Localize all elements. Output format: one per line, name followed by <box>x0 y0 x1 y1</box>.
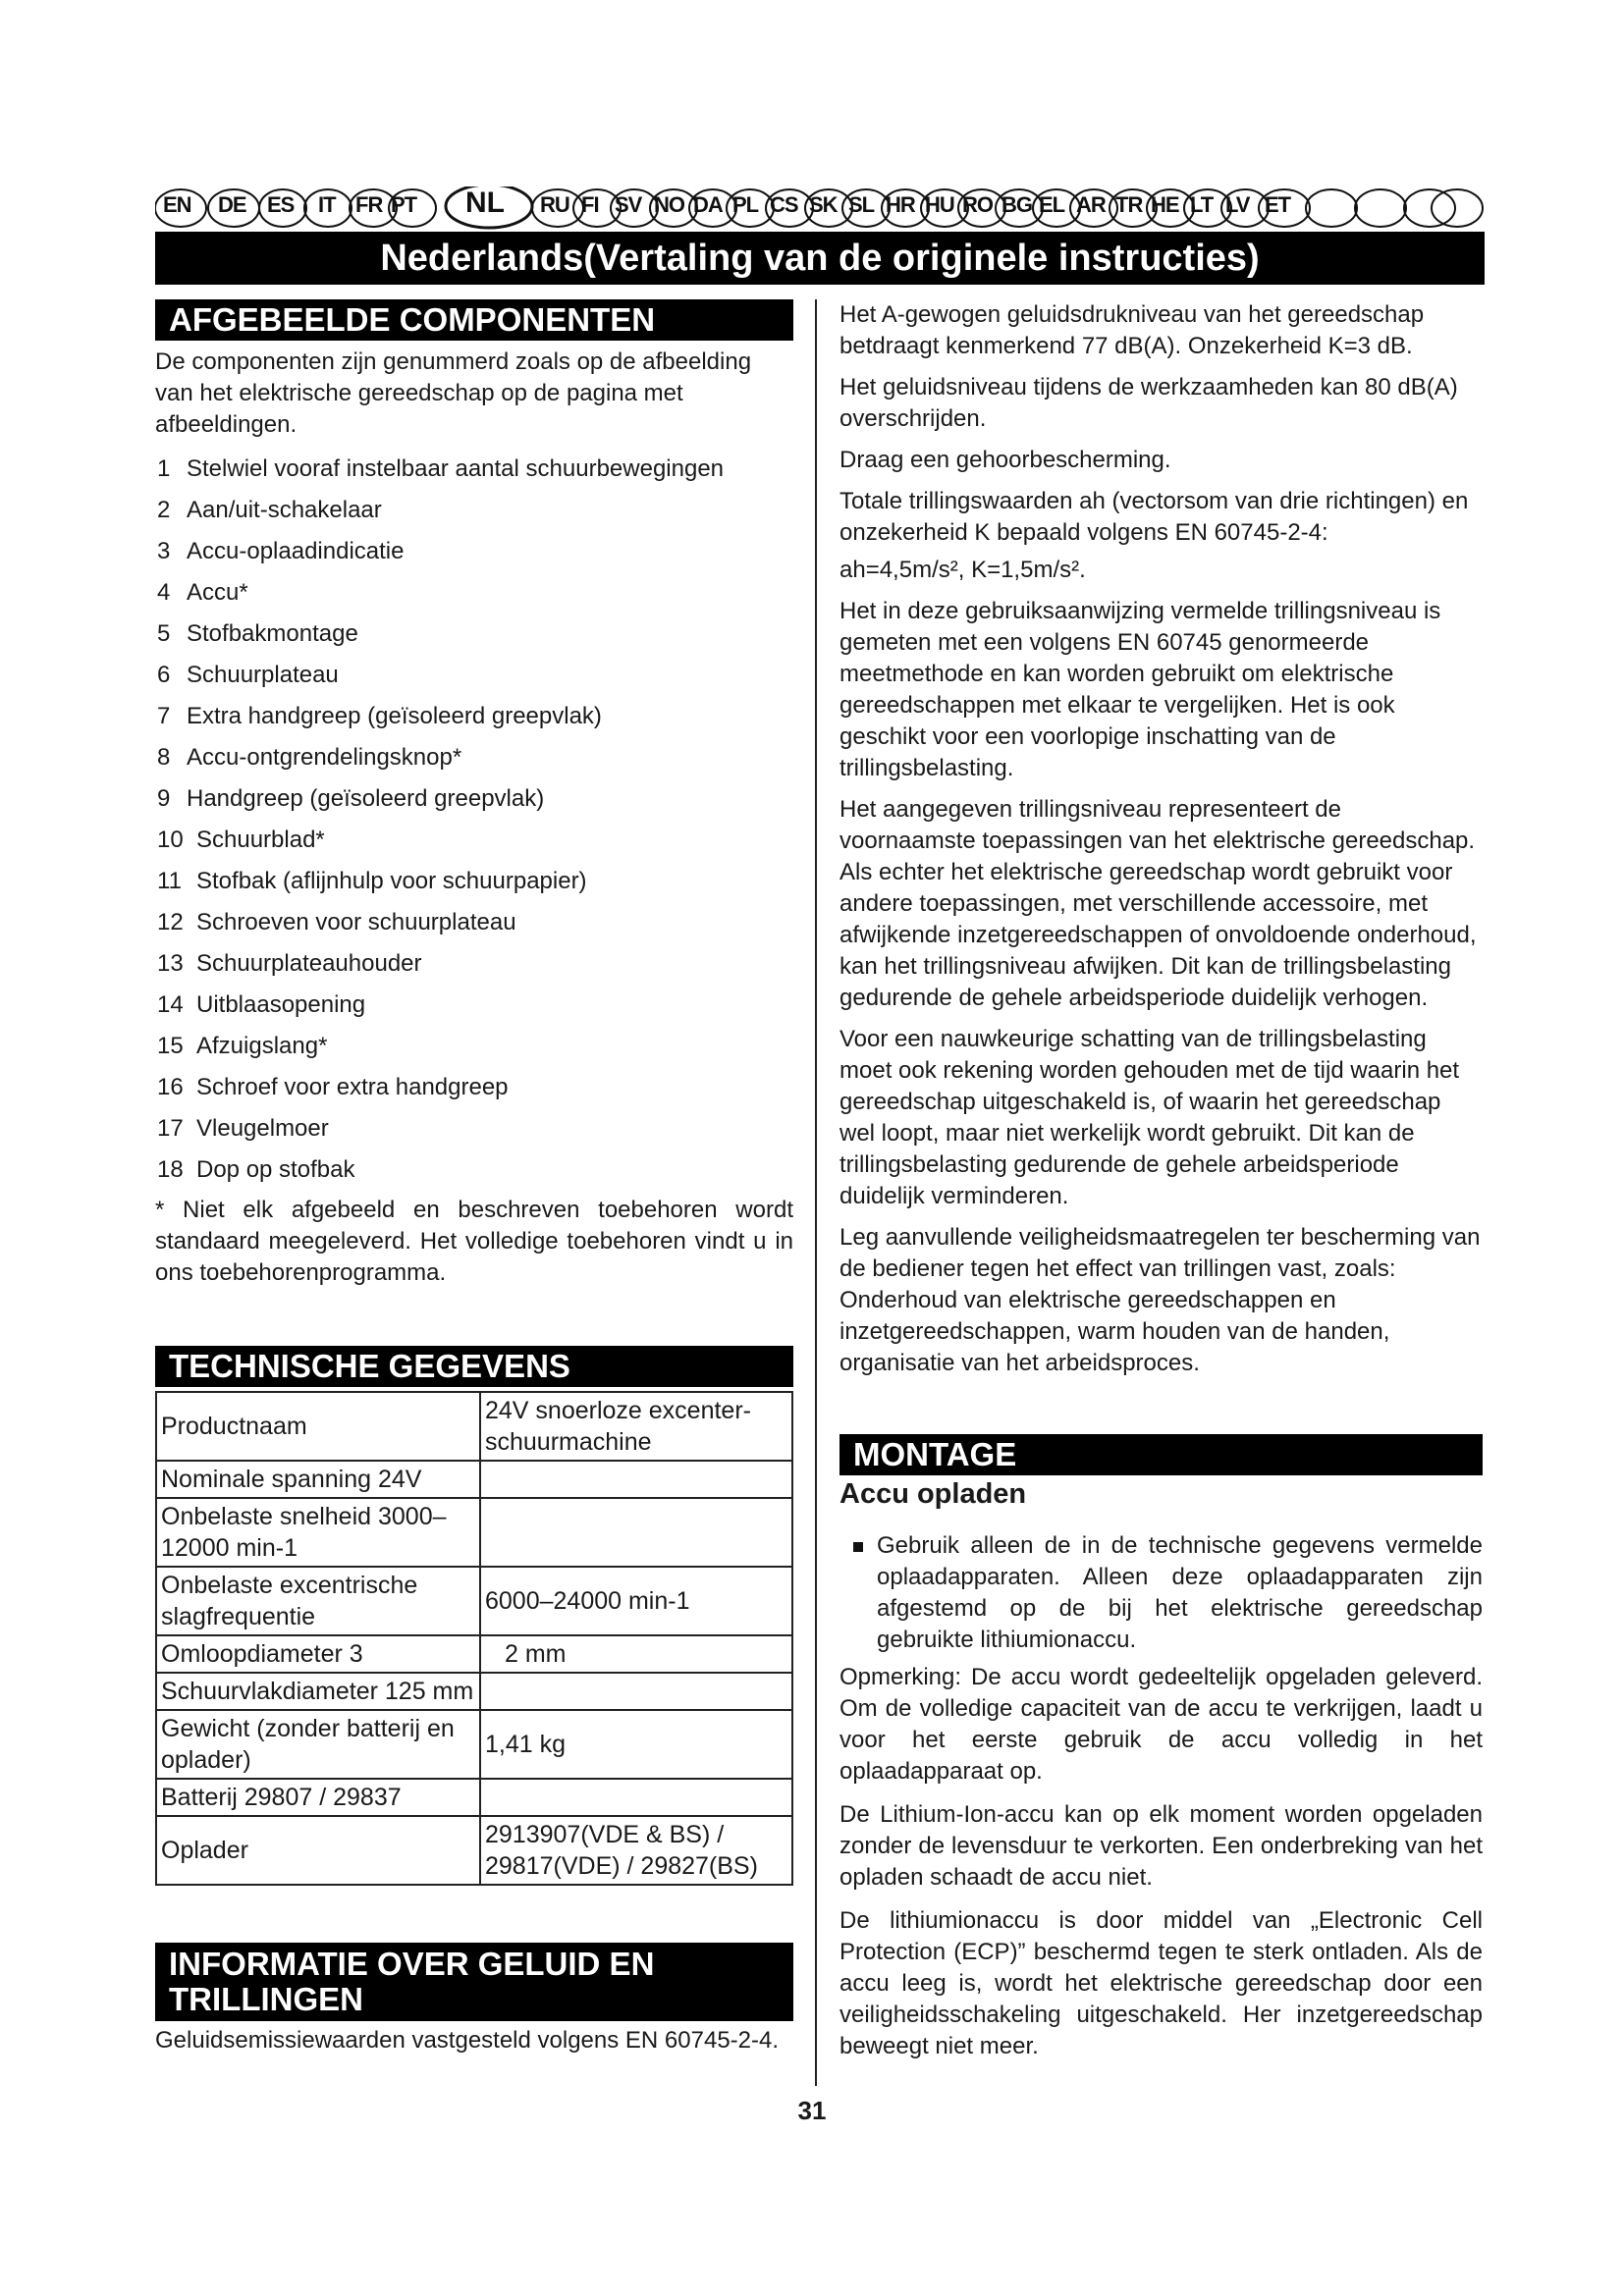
left-column <box>155 299 793 2056</box>
table-cell <box>480 1461 792 1498</box>
lang-tab-sl[interactable]: SL <box>848 192 875 217</box>
table-cell: Gewicht (zonder batterij en oplader) <box>156 1710 480 1779</box>
noise-intro: Geluidsemissiewaarden vastgesteld volgens EN 60745-2-4. <box>155 2027 780 2054</box>
lang-tab-tr[interactable]: TR <box>1115 192 1143 217</box>
table-cell <box>480 1673 792 1710</box>
lang-tab-de[interactable]: DE <box>218 192 246 217</box>
list-item: 13 Schuurplateauhouder <box>157 950 422 977</box>
noise-paragraph: Het in deze gebruiksaanwijzing vermelde trillingsniveau is gemeten met een volgens EN 60745 genormeerde meetmethode en kan worden gebruikt om elektrische gereedschappen met elkaar te vergelijken. Het is ook geschikt voor een voorlopige inschatting van de trillingsbelasting. <box>839 598 1441 781</box>
table-row <box>156 1635 792 1673</box>
list-item: 10 Schuurblad* <box>157 827 325 853</box>
table-cell: 2913907(VDE & BS) / 29817(VDE) / 29827(BS) <box>480 1816 792 1885</box>
list-item: 17 Vleugelmoer <box>157 1115 329 1142</box>
bullet-square-icon <box>853 1542 863 1552</box>
list-item: 7 Extra handgreep (geïsoleerd greepvlak) <box>157 703 602 729</box>
lang-tab-no[interactable]: NO <box>654 192 684 217</box>
technical-heading: TECHNISCHE GEGEVENS <box>155 1346 793 1387</box>
montage-subheading: Accu opladen <box>839 1478 1027 1510</box>
lang-tab-sk[interactable]: SK <box>809 192 838 217</box>
table-cell: Productnaam <box>156 1392 480 1461</box>
lang-tab-lt[interactable]: LT <box>1190 192 1214 217</box>
right-column <box>839 299 1483 2062</box>
lang-tab-pt[interactable]: PT <box>391 192 417 217</box>
noise-paragraph: Voor een nauwkeurige schatting van de trillingsbelasting moet ook rekening worden gehouden met de tijd waarin het gereedschap uitgeschakeld is, of waarin het gereedschap wel loopt, maar niet werkelijk wordt gebruikt. Dit kan de trillingsbelasting gedurende de gehele arbeidsperiode duidelijk verminderen. <box>839 1026 1460 1209</box>
lang-tab-hu[interactable]: HU <box>925 192 954 217</box>
lang-tab-sv[interactable]: SV <box>615 192 642 217</box>
lang-tab-ro[interactable]: RO <box>962 192 993 217</box>
lang-tab-cs[interactable]: CS <box>770 192 798 217</box>
table-cell <box>480 1498 792 1567</box>
lang-tab-pl[interactable]: PL <box>732 192 759 217</box>
page-title-banner: Nederlands(Vertaling van de originele instructies) <box>155 232 1485 285</box>
noise-paragraph: Het aangegeven trillingsniveau representeert de voornaamste toepassingen van het elektrische gereedschap. Als echter het elektrische gereedschap wordt gebruikt voor andere toepassingen, met verschillende accessoire, met afwijkende inzetgereedschappen of onvoldoende onderhoud, kan het trillingsniveau afwijken. Dit kan de trillingsbelasting gedurende de gehele arbeidsperiode duidelijk verhogen. <box>839 796 1477 1011</box>
column-divider <box>815 299 817 2086</box>
noise-paragraph: Het geluidsniveau tijdens de werkzaamheden kan 80 dB(A) overschrijden. <box>839 374 1458 432</box>
lang-tab-es[interactable]: ES <box>267 192 295 217</box>
table-cell: Onbelaste excentrische slagfrequentie <box>156 1567 480 1635</box>
vibration-values: ah=4,5m/s², K=1,5m/s². <box>839 557 1086 583</box>
table-row <box>156 1392 792 1461</box>
noise-paragraph: Totale trillingswaarden ah (vectorsom van drie richtingen) en onzekerheid K bepaald volgens EN 60745-2-4: <box>839 488 1469 546</box>
montage-bullet-text: Gebruik alleen de in de technische gegevens vermelde oplaadapparaten. Alleen deze oplaadapparaten zijn afgestemd op de bij het elektrische gereedschap gebruikte lithiumionaccu. <box>877 1532 1483 1653</box>
table-cell: Batterij 29807 / 29837 <box>156 1779 480 1816</box>
list-item: 9 Handgreep (geïsoleerd greepvlak) <box>157 785 545 812</box>
lang-tab-fi[interactable]: FI <box>581 192 599 217</box>
noise-paragraph: Het A-gewogen geluidsdrukniveau van het gereedschap betdraagt kenmerkend 77 dB(A). Onzekerheid K=3 dB. <box>839 301 1425 359</box>
lang-tab-bg[interactable]: BG <box>1001 192 1032 217</box>
list-item: 15 Afzuigslang* <box>157 1033 328 1059</box>
lang-tab-he[interactable]: HE <box>1151 192 1179 217</box>
table-row <box>156 1710 792 1779</box>
list-item: 12 Schroeven voor schuurplateau <box>157 909 516 935</box>
components-list <box>155 449 793 1191</box>
table-cell: 1,41 kg <box>480 1710 792 1779</box>
list-item: 8 Accu-ontgrendelingsknop* <box>157 744 462 771</box>
table-cell <box>480 1779 792 1816</box>
table-row <box>156 1498 792 1567</box>
table-row <box>156 1461 792 1498</box>
list-item <box>839 1530 1483 1656</box>
noise-paragraph: Draag een gehoorbescherming. <box>839 447 1171 473</box>
montage-paragraph: Opmerking: De accu wordt gedeeltelijk opgeladen geleverd. Om de volledige capaciteit van de accu te verkrijgen, laadt u voor het eerste gebruik de accu volledig in het oplaadapparaat op. <box>839 1664 1483 1785</box>
list-item: 2 Aan/uit-schakelaar <box>157 497 382 523</box>
list-item: 1 Stelwiel vooraf instelbaar aantal schuurbewegingen <box>157 455 725 482</box>
list-item: 4 Accu* <box>157 579 248 606</box>
lang-tab-hr[interactable]: HR <box>886 192 915 217</box>
table-cell: Schuurvlakdiameter 125 mm <box>156 1673 480 1710</box>
table-cell: Nominale spanning 24V <box>156 1461 480 1498</box>
table-row <box>156 1816 792 1885</box>
table-cell: Onbelaste snelheid 3000–12000 min-1 <box>156 1498 480 1567</box>
lang-tab-et[interactable]: ET <box>1265 192 1291 217</box>
technical-table <box>155 1391 793 1886</box>
list-item: 11 Stofbak (aflijnhulp voor schuurpapier) <box>157 868 587 894</box>
list-item: 18 Dop op stofbak <box>157 1156 355 1183</box>
list-item: 6 Schuurplateau <box>157 662 339 688</box>
noise-heading: INFORMATIE OVER GELUID EN TRILLINGEN <box>155 1943 793 2021</box>
montage-heading: MONTAGE <box>839 1434 1483 1475</box>
lang-tab-en[interactable]: EN <box>163 192 191 217</box>
lang-tab-fr[interactable]: FR <box>355 192 383 217</box>
language-tab-strip <box>155 187 1485 232</box>
table-cell: Oplader <box>156 1816 480 1885</box>
components-intro: De componenten zijn genummerd zoals op de afbeelding van het elektrische gereedschap op de pagina met afbeeldingen. <box>155 348 752 438</box>
table-cell: 6000–24000 min-1 <box>480 1567 792 1635</box>
montage-paragraph: De Lithium-Ion-accu kan op elk moment worden opgeladen zonder de levensduur te verkorten. Een onderbreking van het opladen schaadt de accu niet. <box>839 1801 1483 1891</box>
list-item: 5 Stofbakmontage <box>157 620 358 647</box>
table-row <box>156 1567 792 1635</box>
table-row <box>156 1673 792 1710</box>
lang-tab-el[interactable]: EL <box>1039 192 1065 217</box>
lang-tab-nl[interactable]: NL <box>465 187 505 219</box>
components-footnote: * Niet elk afgebeeld en beschreven toebehoren wordt standaard meegeleverd. Het volledige toebehoren vindt u in ons toebehorenprogramma. <box>155 1197 793 1286</box>
lang-tab-lv[interactable]: LV <box>1225 192 1250 217</box>
lang-tab-da[interactable]: DA <box>693 192 723 217</box>
montage-paragraph: De lithiumionaccu is door middel van „Electronic Cell Protection (ECP)” beschermd tegen te sterk ontladen. Als de accu leeg is, wordt het elektrische gereedschap door een veiligheidsschakeling uitgeschakeld. Her inzetgereedschap beweegt niet meer. <box>839 1907 1483 2059</box>
list-item: 3 Accu-oplaadindicatie <box>157 538 405 564</box>
table-cell: 2 mm <box>480 1635 792 1673</box>
list-item: 16 Schroef voor extra handgreep <box>157 1074 509 1100</box>
page-number: 31 <box>797 2096 827 2125</box>
noise-paragraph: Leg aanvullende veiligheidsmaatregelen ter bescherming van de bediener tegen het effect van trillingen vast, zoals: Onderhoud van elektrische gereedschappen en inzetgereedschappen, warm houden van de handen, organisatie van het arbeidsproces. <box>839 1224 1481 1376</box>
table-cell: Omloopdiameter 3 <box>156 1635 480 1673</box>
table-cell: 24V snoerloze excenter-schuurmachine <box>480 1392 792 1461</box>
components-heading: AFGEBEELDE COMPONENTEN <box>155 299 793 341</box>
lang-tab-it[interactable]: IT <box>318 192 336 217</box>
list-item: 14 Uitblaasopening <box>157 991 366 1018</box>
table-row <box>156 1779 792 1816</box>
lang-tab-ar[interactable]: AR <box>1076 192 1106 217</box>
lang-tab-ru[interactable]: RU <box>540 192 569 217</box>
